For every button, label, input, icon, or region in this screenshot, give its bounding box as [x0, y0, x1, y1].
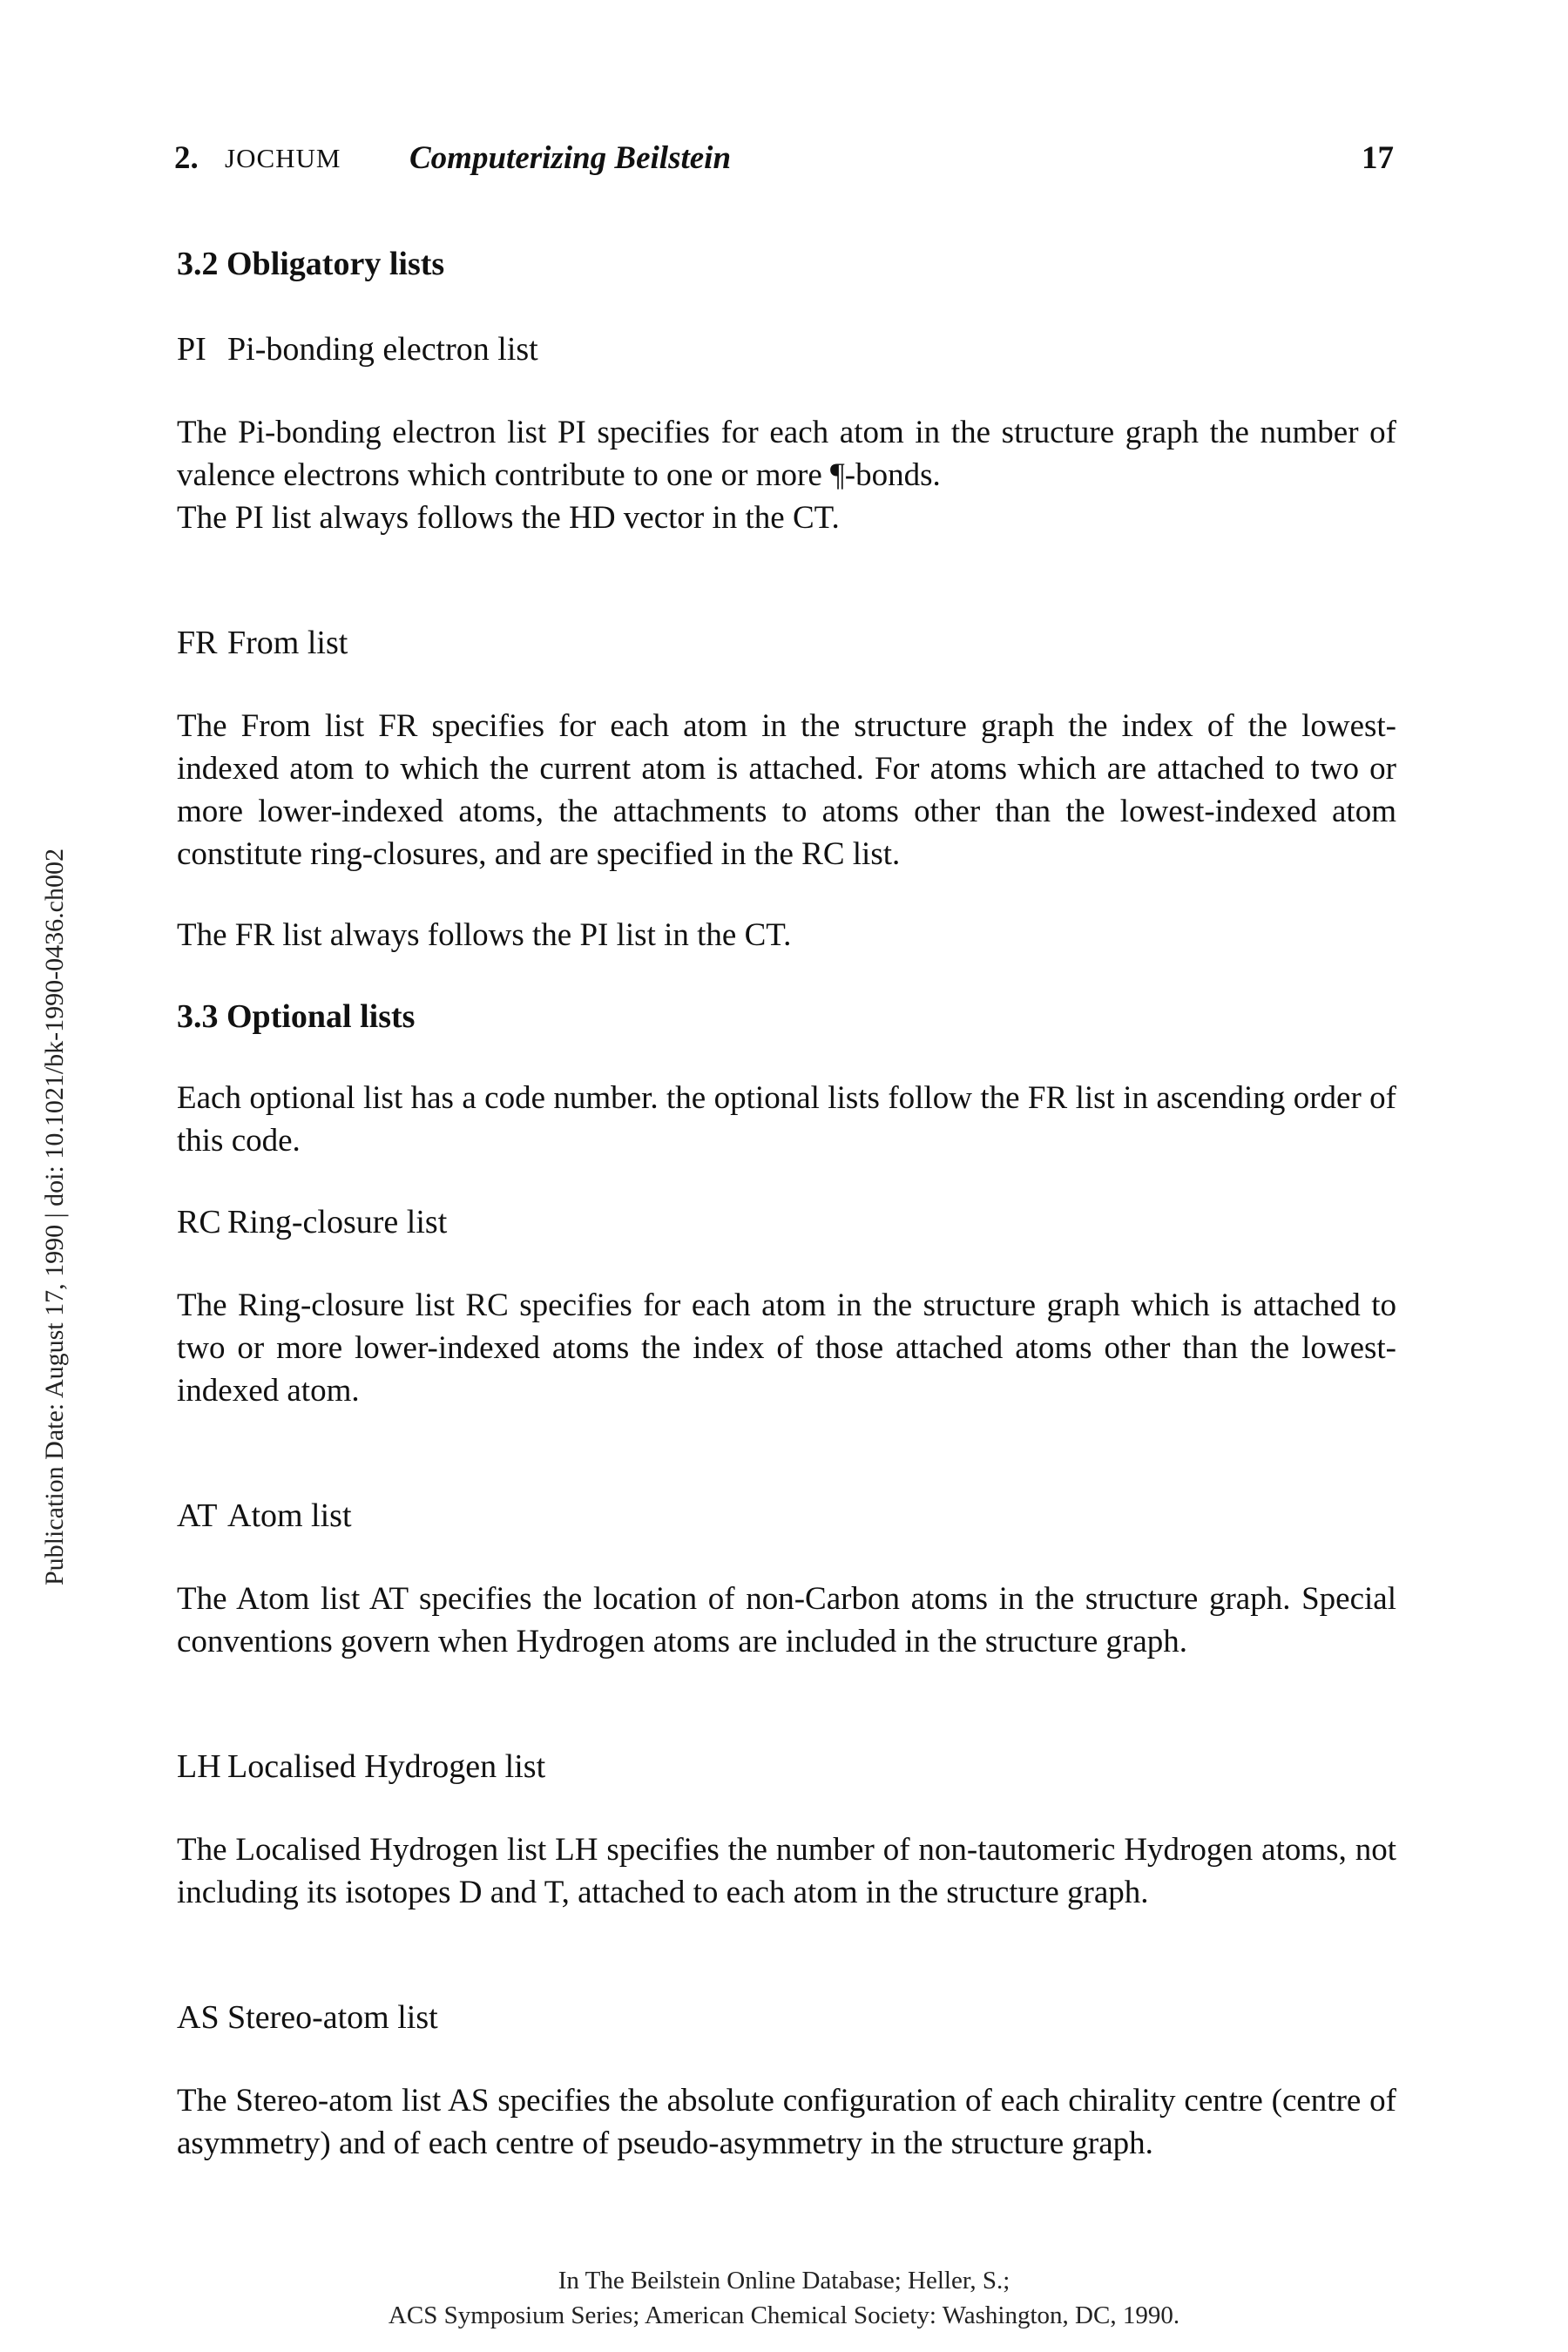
list-code-lh: LH	[177, 1748, 221, 1785]
paragraph-fr-definition: The From list FR specifies for each atom in the structure graph the index of the lowest-indexed atom to which the current atom is attached. For atoms which are attached to two or more lower-indexed atoms, the attachments to atoms other than the lowest-indexed atom constitute ring-closures, and are specified in the RC list.	[177, 708, 1396, 872]
list-heading-rc	[177, 1200, 1396, 1244]
paragraph-lh-definition: The Localised Hydrogen list LH specifies the number of non-tautomeric Hydrogen atoms, not including its isotopes D and T, attached to each atom in the structure graph.	[177, 1832, 1396, 1910]
citation-line-2: ACS Symposium Series; American Chemical Society: Washington, DC, 1990.	[388, 2301, 1180, 2329]
chapter-number: 2.	[174, 140, 199, 176]
page-number: 17	[1362, 140, 1394, 176]
list-name-pi: Pi-bonding electron list	[227, 331, 538, 368]
paragraph-optional-intro: Each optional list has a code number. the optional lists follow the FR list in ascending order of this code.	[177, 1080, 1396, 1159]
list-name-at: Atom list	[227, 1497, 352, 1534]
section-heading-optional: 3.3 Optional lists	[177, 998, 416, 1035]
citation-footer	[0, 2263, 1568, 2333]
paragraph-as-definition: The Stereo-atom list AS specifies the absolute configuration of each chirality centre (centre of asymmetry) and of each centre of pseudo-asymmetry in the structure graph.	[177, 2083, 1396, 2161]
list-name-fr: From list	[227, 625, 348, 661]
running-head	[174, 139, 1394, 183]
list-code-at: AT	[177, 1497, 218, 1534]
list-name-as: Stereo-atom list	[227, 1999, 438, 2036]
page-content	[177, 242, 1396, 2165]
chapter-title: Computerizing Beilstein	[409, 140, 732, 176]
paragraph-rc-definition: The Ring-closure list RC specifies for each atom in the structure graph which is attached to two or more lower-indexed atoms the index of those attached atoms other than the lowest-indexed atom.	[177, 1288, 1396, 1409]
list-code-as: AS	[177, 1999, 220, 2036]
paragraph-at-definition: The Atom list AT specifies the location of non-Carbon atoms in the structure graph. Special conventions govern when Hydrogen atoms are included in the structure graph.	[177, 1581, 1396, 1659]
list-heading-pi	[177, 328, 1396, 371]
author-name: JOCHUM	[225, 143, 341, 173]
paragraph-pi-definition: The Pi-bonding electron list PI specifies for each atom in the structure graph the number of valence electrons which contribute to one or more ¶-bonds.	[177, 415, 1396, 493]
paragraph-fr-position: The FR list always follows the PI list in the CT.	[177, 917, 792, 953]
list-heading-lh	[177, 1745, 1396, 1788]
list-code-rc: RC	[177, 1204, 221, 1240]
list-code-fr: FR	[177, 625, 218, 661]
list-heading-at	[177, 1494, 1396, 1538]
section-heading-obligatory: 3.2 Obligatory lists	[177, 246, 445, 282]
list-heading-fr	[177, 621, 1396, 665]
citation-line-1: In The Beilstein Online Database; Heller, S.;	[558, 2267, 1010, 2295]
list-name-rc: Ring-closure list	[227, 1204, 448, 1240]
list-heading-as	[177, 1996, 1396, 2039]
list-code-pi: PI	[177, 331, 206, 368]
paragraph-pi-position: The PI list always follows the HD vector in the CT.	[177, 500, 840, 536]
list-name-lh: Localised Hydrogen list	[227, 1748, 546, 1785]
publication-side-note: Publication Date: August 17, 1990 | doi: 10.1021/bk-1990-0436.ch002	[40, 848, 69, 1585]
